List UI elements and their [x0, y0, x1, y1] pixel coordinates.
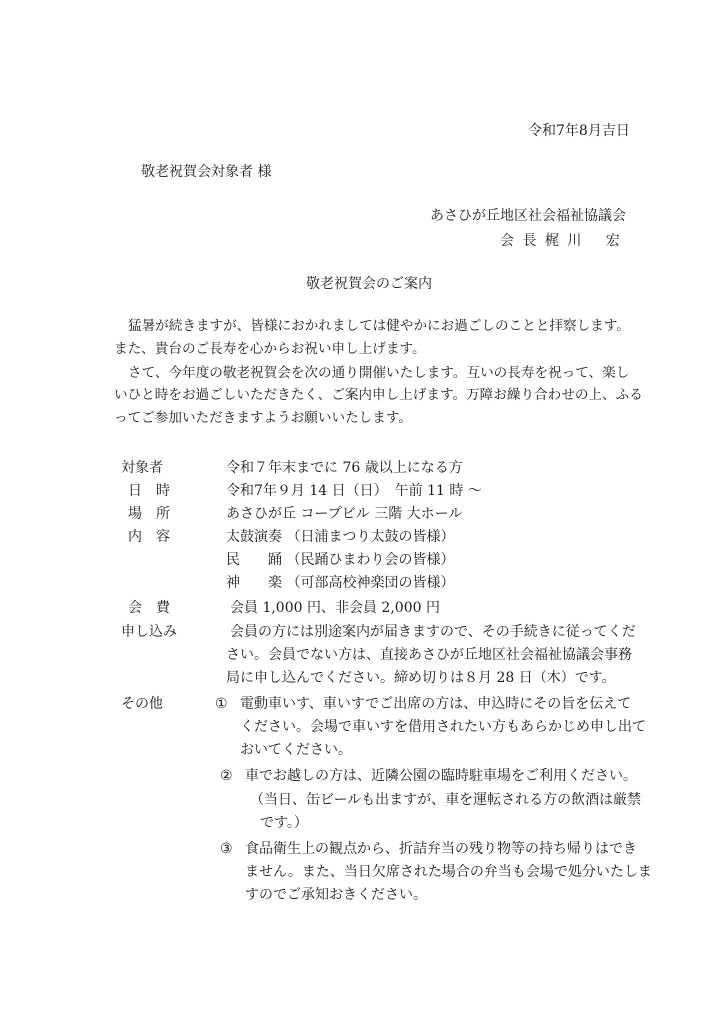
paragraph-2-line-2: いひと時をお過ごしいただきたく、ご案内申し上げます。万障お繰り合わせの上、ふる — [114, 387, 643, 403]
fee-value: 会員 1,000 円、非会員 2,000 円 — [230, 600, 440, 616]
content-label: 内 容 — [128, 529, 170, 545]
target-label: 対象者 — [121, 460, 163, 476]
sender-name: 会 長 梶 川 宏 — [500, 233, 622, 249]
content-item: 民 踊 （民踊ひまわり会の皆様） — [226, 552, 455, 568]
fee-label: 会 費 — [128, 600, 170, 616]
apply-label: 申し込み — [121, 624, 177, 640]
apply-text-line: さい。会員でない方は、直接あさひが丘地区社会福祉協議会事務 — [226, 647, 632, 663]
other-item-line: ません。また、当日欠席された場合の弁当も会場で処分いたしま — [245, 864, 652, 880]
document-title: 敬老祝賀会のご案内 — [306, 276, 432, 292]
other-item-line: です。） — [260, 815, 308, 831]
list-number: ③ — [220, 841, 233, 857]
date-label: 日 時 — [128, 483, 170, 499]
target-value: 令和７年末までに 76 歳以上になる方 — [226, 460, 463, 476]
other-item-line: 車でお越しの方は、近隣公園の臨時駐車場をご利用ください。 — [245, 768, 637, 784]
paragraph-2-line-1: さて、今年度の敬老祝賀会を次の通り開催いたします。互いの長寿を祝って、楽し — [128, 365, 630, 381]
other-item-line: すのでご承知おきください。 — [245, 887, 427, 903]
place-value: あさひが丘 コープビル 三階 大ホール — [226, 506, 463, 522]
other-item-line: 食品衛生上の観点から、折詰弁当の残り物等の持ち帰りはでき — [245, 841, 637, 857]
paragraph-1-line-1: 猛暑が続きますが、皆様におかれましては健やかにお過ごしのことと拝察します。 — [128, 318, 630, 334]
apply-text-line: 局に申し込んでください。締め切りは８月 28 日（木）です。 — [226, 670, 616, 686]
paragraph-1-line-2: また、貴台のご長寿を心からお祝い申し上げます。 — [114, 341, 426, 357]
content-item: 太鼓演奏 （日浦まつり太鼓の皆様） — [226, 529, 455, 545]
other-item-line: 電動車いす、車いすでご出席の方は、申込時にその旨を伝えて — [240, 696, 632, 712]
content-item: 神 楽 （可部高校神楽団の皆様） — [226, 575, 455, 591]
place-label: 場 所 — [128, 506, 170, 522]
list-number: ② — [220, 768, 233, 784]
sender-organization: あさひが丘地区社会福祉協議会 — [430, 208, 626, 224]
paragraph-2-line-3: ってご参加いただきますようお願いいたします。 — [114, 410, 412, 426]
issue-date: 令和7年8月吉日 — [528, 123, 630, 139]
recipient: 敬老祝賀会対象者 様 — [141, 164, 272, 180]
other-item-line: （当日、缶ビールも出ますが、車を運転される方の飲酒は厳禁 — [250, 792, 642, 808]
date-value: 令和7年９月 14 日（日） 午前 11 時 ～ — [226, 483, 482, 499]
list-number: ① — [215, 696, 228, 712]
other-item-line: おいてください。 — [240, 742, 352, 758]
other-label: その他 — [121, 696, 163, 712]
other-item-line: ください。会場で車いすを借用されたい方もあらかじめ申し出て — [240, 719, 646, 735]
apply-text-line: 会員の方には別途案内が届きますので、その手続きに従ってくだ — [230, 624, 636, 640]
